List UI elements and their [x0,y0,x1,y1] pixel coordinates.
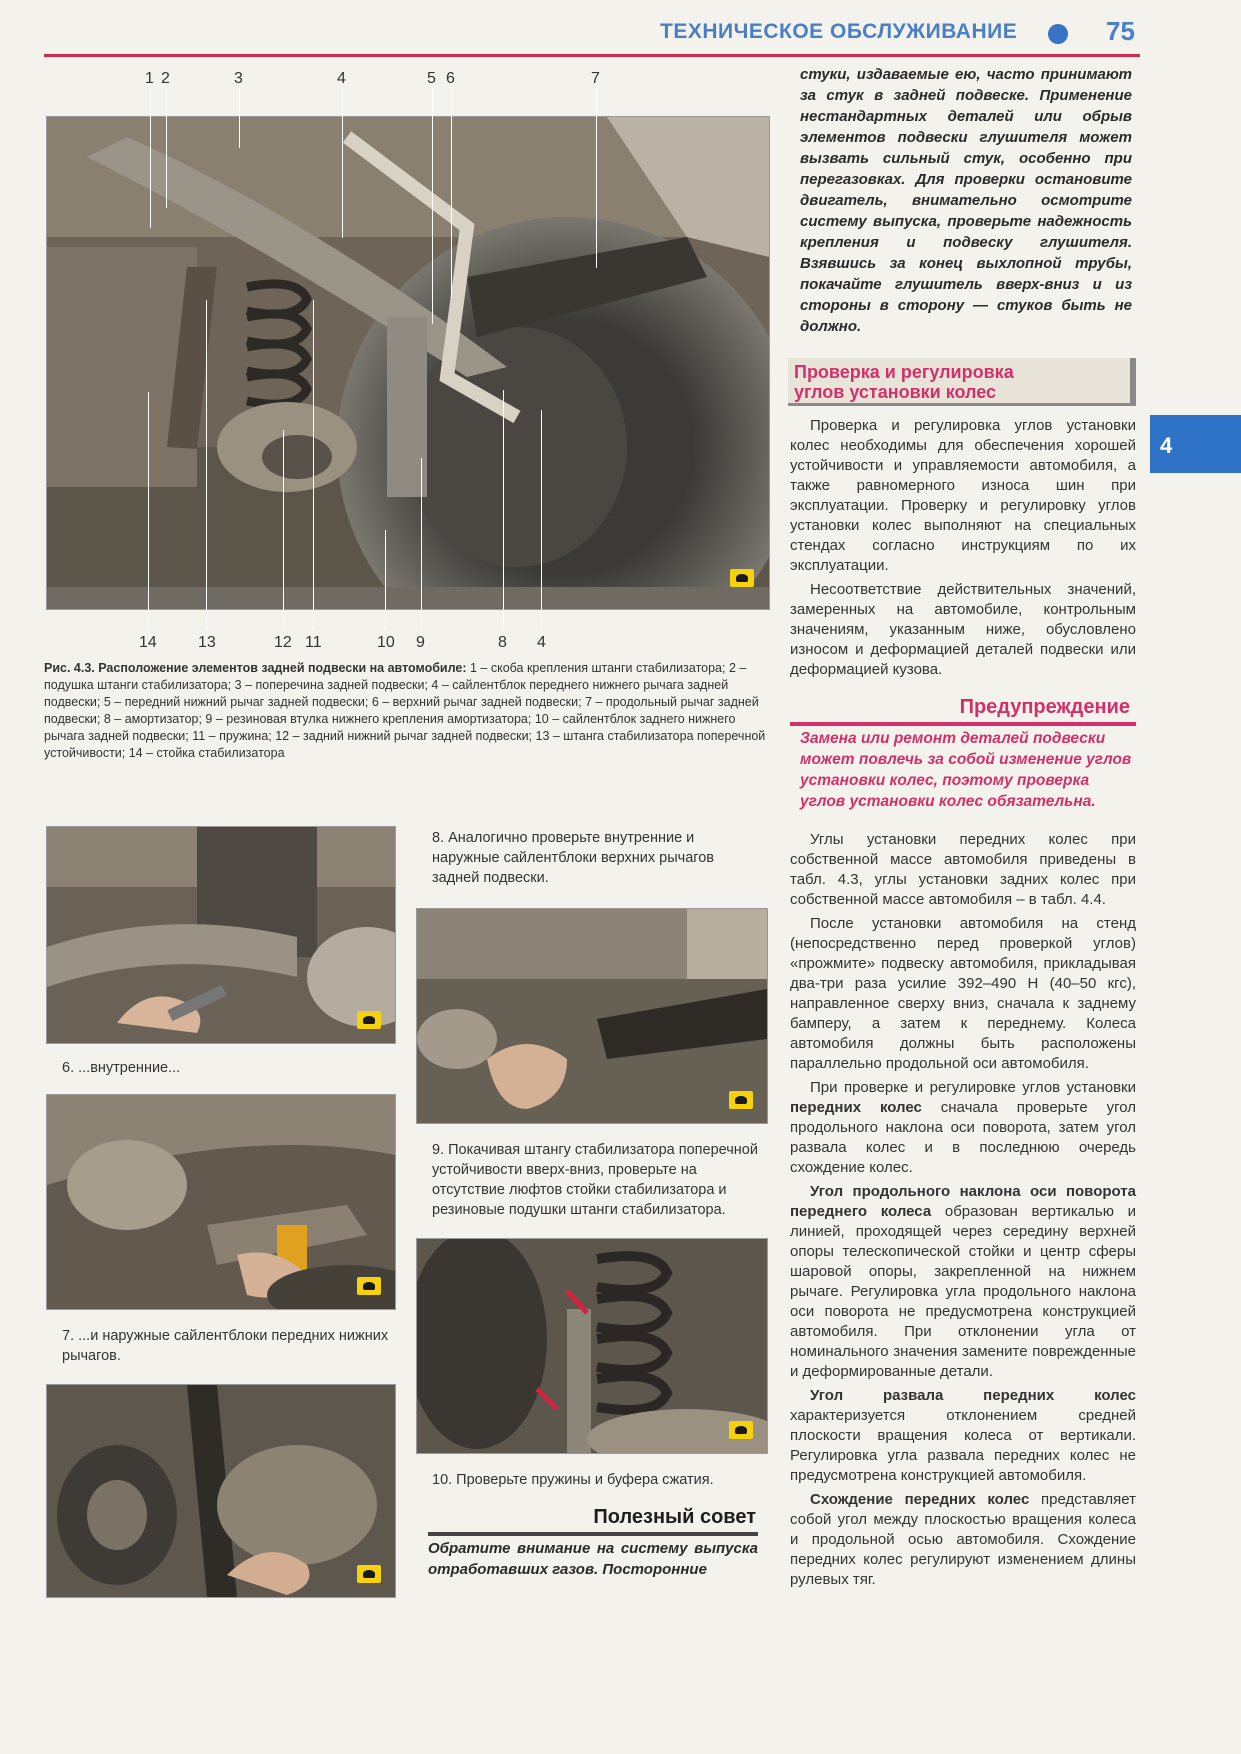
photo-6-caption: 6. ...внутренние... [62,1060,181,1076]
figure-caption-text: 1 – скоба крепления штанги стабилизатора; 2 – подушка штанги стабилизатора; 3 – поперечина задней подвески; 4 – сайлентблок переднего нижнего рычага задней подвески; 5 – передний нижний рычаг задней подвески; 6 – верхний рычаг задней подвески; 7 – продольный рычаг задней подвески; 8 – амортизатор; 9 – резиновая втулка нижнего крепления амортизатора; 10 – сайлентблок заднего нижнего рычага задней подвески; 11 – пружина; 12 – задний нижний рычаг задней подвески; 13 – штанга стабилизатора поперечной устойчивости; 14 – стойка стабилизатора [44,661,766,760]
camera-icon [357,1011,381,1029]
paragraph-caster: Угол продольного наклона оси поворота переднего колеса образован вертикалью и линией, проходящей через середину верхней опоры телескопической стойки и центр сферы шаровой опоры, закрепленной на нижнем рычаге. Регулировка угла продольного наклона оси поворота не предусмотрена конструкцией автомобиля. При отклонении угла от номинального значения замените поврежденные и деформированные детали. [790,1183,1137,1380]
leader-line [239,88,240,148]
leader-line [503,390,504,630]
section-title-line2: углов установки колес [794,382,997,402]
header-rule [44,54,1140,57]
leader-line [283,430,284,630]
callout-2: 2 [161,70,170,87]
camera-icon [357,1565,381,1583]
leader-line [385,530,386,630]
photo-7 [46,1094,396,1310]
warning-text: Замена или ремонт деталей подвески может повлечь за собой изменение углов установки колес, поэтому проверка углов установки колес обязательна. [800,730,1132,810]
photo-10-illustration [417,1239,767,1453]
callout-8: 8 [498,634,507,651]
suspension-photo-illustration [47,117,769,609]
paragraph-stand-setup: После установки автомобиля на стенд (непосредственно перед проверкой углов) «прожмите» подвеску автомобиля, прикладывая два-три раза усилие 392–490 Н (40–50 кгс), направленное сверху вниз, сначала к заднему бамперу, а затем к переднему. Колеса автомобиля должны быть расположены параллельно продольной оси автомобиля. [790,915,1136,1072]
callout-7: 7 [591,70,600,87]
callout-5: 5 [427,70,436,87]
photo-8-illustration [417,909,767,1123]
callout-4: 4 [337,70,346,87]
leader-line [166,88,167,208]
camera-icon [730,569,754,587]
callout-11: 11 [305,634,322,651]
camera-icon [729,1091,753,1109]
leader-line [148,392,149,630]
callout-10: 10 [377,634,395,651]
figure-rear-suspension-photo [46,116,770,610]
paragraph-angles-tables: Углы установки передних колес при собственной массе автомобиля приведены в табл. 4.3, углы установки задних колес при собственной массе автомобиля – в табл. 4.4. [790,831,1136,908]
warning-rule [790,722,1136,726]
tip-text-continued: стуки, издаваемые ею, часто принимают за стук в задней подвеске. Применение нестандартных деталей или обрыв элементов подвески глушителя может вызвать сильный стук, особенно при перегазовках. Для проверки остановите двигатель, внимательно осмотрите систему выпуска, проверьте надежность крепления и подвеску глушителя. Взявшись за конец выхлопной трубы, покачайте глушитель вверх-вниз и из стороны в сторону — стуков быть не должно. [800,66,1132,335]
callout-13: 13 [198,634,216,651]
header-dot-icon [1048,24,1068,44]
figure-caption [44,660,770,762]
paragraph-camber: Угол развала передних колес характеризуется отклонением средней плоскости вращения колеса от вертикали. Регулировка угла развала передних колес не предусмотрена конструкцией автомобиля. [790,1387,1136,1484]
paragraph-check-order: При проверке и регулировке углов установки передних колес сначала проверьте угол продольного наклона оси поворота, затем угол развала колес и в последнюю очередь схождение колес. [790,1079,1137,1176]
wheel-alignment-text [790,830,1136,1594]
callout-12: 12 [274,634,292,651]
callout-14: 14 [139,634,157,651]
leader-line [541,410,542,630]
page-number: 75 [1106,16,1135,46]
camera-icon [729,1421,753,1439]
leader-line [206,300,207,630]
leader-line [421,458,422,630]
leader-line [150,88,151,228]
paragraph-toe: Схождение передних колес представляет собой угол между плоскостью вращения колеса и продольной осью автомобиля. Схождение передних колес регулируют изменением длины рулевых тяг. [790,1491,1136,1588]
warning-title: Предупреждение [959,696,1130,718]
callout-6: 6 [446,70,455,87]
photo-7-illustration [47,1095,395,1309]
leader-line [451,88,452,298]
photo-6-illustration [47,827,395,1043]
photo-lower-arm [46,1384,396,1598]
callout-9: 9 [416,634,425,651]
tip-text-start: Обратите внимание на систему выпуска отработавших газов. Посторонние [428,1540,758,1578]
callout-4-bottom: 4 [537,634,546,651]
photo-8-caption: 8. Аналогично проверьте внутренние и наружные сайлентблоки верхних рычагов задней подвески. [432,830,714,886]
leader-line [432,88,433,324]
chapter-tab: 4 [1150,415,1241,473]
camera-icon [357,1277,381,1295]
leader-line [596,88,597,268]
leader-line [342,88,343,238]
callout-3: 3 [234,70,243,87]
photo-7-caption: 7. ...и наружные сайлентблоки передних нижних рычагов. [62,1328,389,1364]
photo-lower-arm-illustration [47,1385,395,1597]
callout-1: 1 [145,70,154,87]
photo-6 [46,826,396,1044]
tip-title: Полезный совет [593,1506,756,1528]
tip-rule [428,1532,758,1536]
section-title-line1: Проверка и регулировка [794,362,1014,382]
photo-10-caption: 10. Проверьте пружины и буфера сжатия. [432,1472,714,1488]
photo-9-caption: 9. Покачивая штангу стабилизатора поперечной устойчивости вверх-вниз, проверьте на отсутствие люфтов стойки стабилизатора и резиновые подушки штанги стабилизатора. [432,1142,758,1218]
photo-8 [416,908,768,1124]
photo-10 [416,1238,768,1454]
section-title [794,362,1134,402]
leader-line [313,300,314,630]
figure-caption-label: Рис. 4.3. Расположение элементов задней подвески на автомобиле: [44,661,467,675]
section-paragraph-2: Несоответствие действительных значений, замеренных на автомобиле, контрольным значениям, указанным ниже, обусловлено износом и деформацией деталей подвески или деформацией кузова. [790,581,1136,678]
section-intro [790,416,1136,684]
running-header-section: ТЕХНИЧЕСКОЕ ОБСЛУЖИВАНИЕ [660,20,1018,43]
section-paragraph-1: Проверка и регулировка углов установки колес необходимы для обеспечения хорошей устойчивости и управляемости автомобиля, а также равномерного износа шин при эксплуатации. Проверку и регулировку углов установки колес выполняют на специальных стендах согласно инструкциям по их эксплуатации. [790,417,1136,574]
